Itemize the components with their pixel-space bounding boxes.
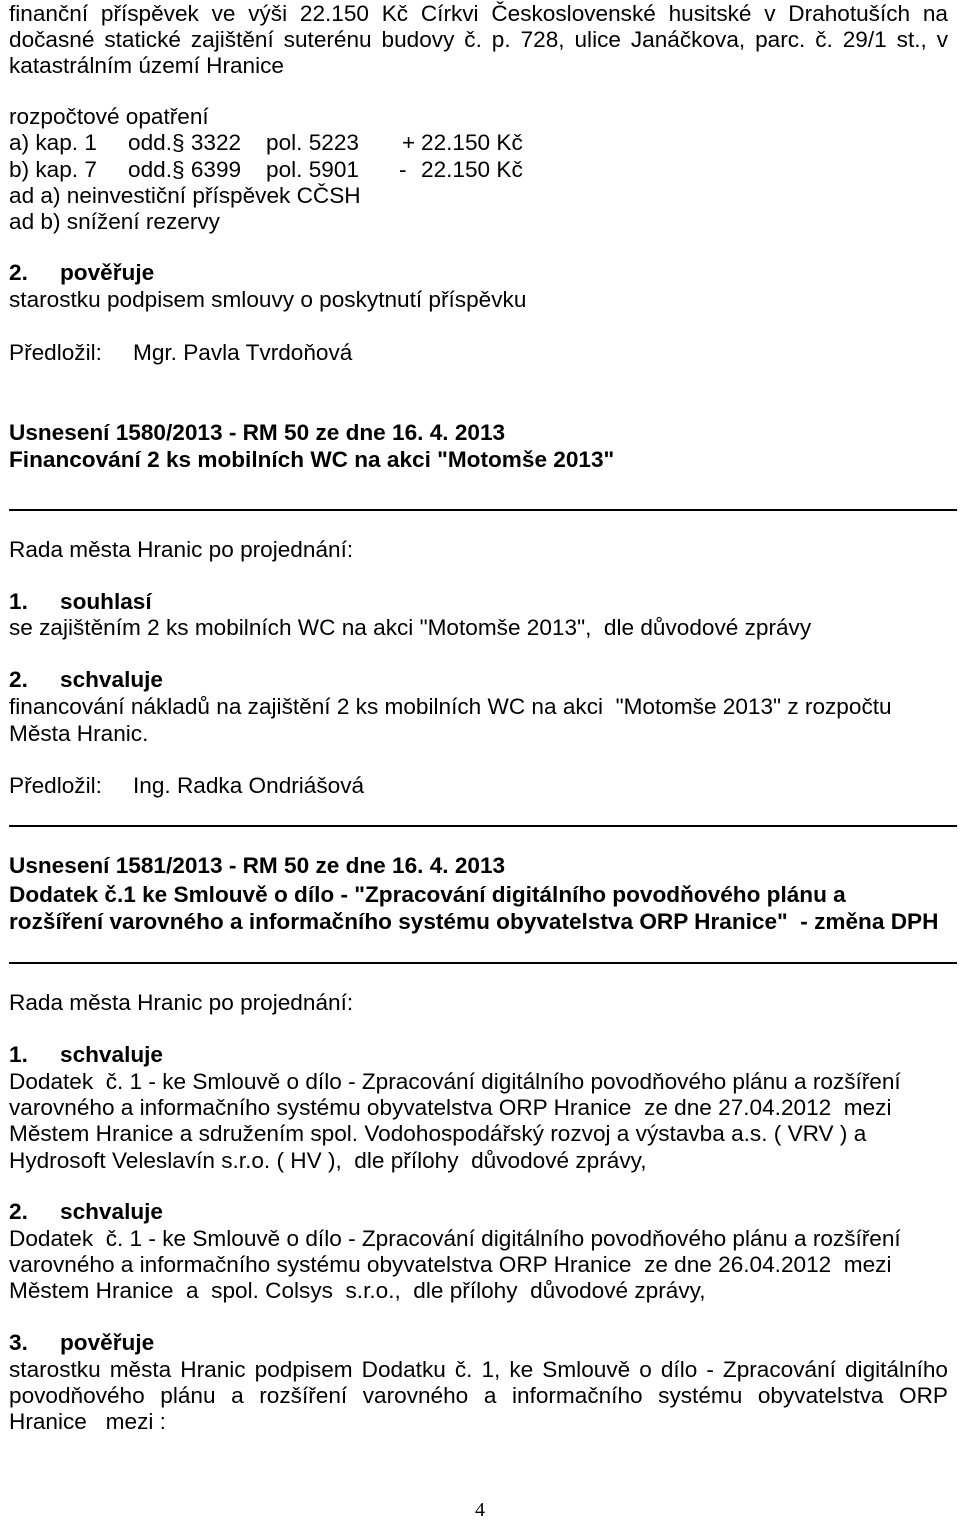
budget-item: pol. 5901 bbox=[266, 157, 359, 182]
point-number: 1. bbox=[9, 589, 28, 614]
point-text-line: financování nákladů na zajištění 2 ks mobilních WC na akci "Motomše 2013" z rozpočtu bbox=[9, 694, 892, 719]
resolution-point bbox=[9, 1042, 949, 1068]
point-number: 2. bbox=[9, 667, 28, 692]
budget-measure-heading: rozpočtové opatření bbox=[9, 104, 209, 129]
point-text-line: Hydrosoft Veleslavín s.r.o. ( HV ), dle přílohy důvodové zprávy, bbox=[9, 1148, 647, 1173]
section-divider bbox=[9, 509, 957, 511]
budget-chapter: a) kap. 1 bbox=[9, 130, 97, 155]
point-text-line: Města Hranic. bbox=[9, 721, 149, 746]
budget-row bbox=[9, 157, 949, 183]
continuation-text-line: katastrálním území Hranice bbox=[9, 53, 284, 78]
resolution-intro: Rada města Hranic po projednání: bbox=[9, 537, 354, 562]
budget-amount: 22.150 Kč bbox=[421, 157, 523, 182]
point-text-line: starostku města Hranic podpisem Dodatku č. 1, ke Smlouvě o dílo - Zpracování digitálního bbox=[9, 1357, 948, 1382]
point-verb: schvaluje bbox=[60, 667, 163, 692]
continuation-text-line: finanční příspěvek ve výši 22.150 Kč Církvi Československé husitské v Drahotuších na bbox=[9, 1, 948, 26]
budget-sign: - bbox=[399, 157, 407, 182]
resolution-heading: Usnesení 1581/2013 - RM 50 ze dne 16. 4. 2013 bbox=[9, 853, 506, 878]
budget-item: pol. 5223 bbox=[266, 130, 359, 155]
point-text-line: Hranice mezi : bbox=[9, 1409, 166, 1434]
submitted-by-name: Mgr. Pavla Tvrdoňová bbox=[133, 340, 353, 365]
resolution-intro: Rada města Hranic po projednání: bbox=[9, 990, 354, 1015]
section-divider bbox=[9, 962, 957, 964]
point-text-line: se zajištěním 2 ks mobilních WC na akci "Motomše 2013", dle důvodové zprávy bbox=[9, 615, 812, 640]
budget-note: ad a) neinvestiční příspěvek CČSH bbox=[9, 183, 361, 208]
resolution-heading: Usnesení 1580/2013 - RM 50 ze dne 16. 4. 2013 bbox=[9, 420, 506, 445]
point-verb: schvaluje bbox=[60, 1042, 163, 1067]
point-verb: souhlasí bbox=[60, 589, 152, 614]
resolution-title-line: Dodatek č.1 ke Smlouvě o dílo - "Zpracování digitálního povodňového plánu a bbox=[9, 882, 846, 907]
point-number: 1. bbox=[9, 1042, 28, 1067]
budget-amount: 22.150 Kč bbox=[421, 130, 523, 155]
resolution-point bbox=[9, 1199, 949, 1225]
resolution-point bbox=[9, 667, 949, 693]
submitted-by bbox=[9, 340, 949, 366]
point-verb: pověřuje bbox=[60, 260, 155, 285]
point-text-line: Dodatek č. 1 - ke Smlouvě o dílo - Zpracování digitálního povodňového plánu a rozšíření bbox=[9, 1226, 901, 1251]
point-number: 3. bbox=[9, 1330, 28, 1355]
submitted-by bbox=[9, 773, 949, 799]
point-verb: pověřuje bbox=[60, 1330, 155, 1355]
point-text-line: Městem Hranice a spol. Colsys s.r.o., dle přílohy důvodové zprávy, bbox=[9, 1278, 706, 1303]
point-text-line: Městem Hranice a sdružením spol. Vodohospodářský rozvoj a výstavba a.s. ( VRV ) a bbox=[9, 1121, 867, 1146]
resolution-point bbox=[9, 589, 949, 615]
point-verb: schvaluje bbox=[60, 1199, 163, 1224]
submitted-by-name: Ing. Radka Ondriášová bbox=[133, 773, 365, 798]
submitted-by-label: Předložil: bbox=[9, 773, 102, 798]
budget-sign: + bbox=[402, 130, 416, 155]
point-number: 2. bbox=[9, 1199, 28, 1224]
section-divider bbox=[9, 825, 957, 827]
point-text-line: varovného a informačního systému obyvatelstva ORP Hranice ze dne 27.04.2012 mezi bbox=[9, 1095, 892, 1120]
budget-section: odd.§ 3322 bbox=[128, 130, 242, 155]
resolution-title-line: Financování 2 ks mobilních WC na akci "Motomše 2013" bbox=[9, 447, 615, 472]
point-text-line: povodňového plánu a rozšíření varovného a informačního systému obyvatelstva ORP bbox=[9, 1383, 948, 1408]
point-text-line: starostku podpisem smlouvy o poskytnutí příspěvku bbox=[9, 287, 527, 312]
resolution-point bbox=[9, 1330, 949, 1356]
point-text-line: varovného a informačního systému obyvatelstva ORP Hranice ze dne 26.04.2012 mezi bbox=[9, 1252, 892, 1277]
budget-section: odd.§ 6399 bbox=[128, 157, 242, 182]
resolution-title-line: rozšíření varovného a informačního systému obyvatelstva ORP Hranice" - změna DPH bbox=[9, 909, 939, 934]
continuation-text-line: dočasné statické zajištění suterénu budovy č. p. 728, ulice Janáčkova, parc. č. 29/1 st., v bbox=[9, 27, 948, 52]
point-number: 2. bbox=[9, 260, 28, 285]
budget-row bbox=[9, 130, 949, 156]
page-number: 4 bbox=[475, 1499, 485, 1521]
budget-chapter: b) kap. 7 bbox=[9, 157, 97, 182]
budget-note: ad b) snížení rezervy bbox=[9, 209, 220, 234]
submitted-by-label: Předložil: bbox=[9, 340, 102, 365]
resolution-point bbox=[9, 260, 949, 286]
point-text-line: Dodatek č. 1 - ke Smlouvě o dílo - Zpracování digitálního povodňového plánu a rozšíření bbox=[9, 1069, 901, 1094]
